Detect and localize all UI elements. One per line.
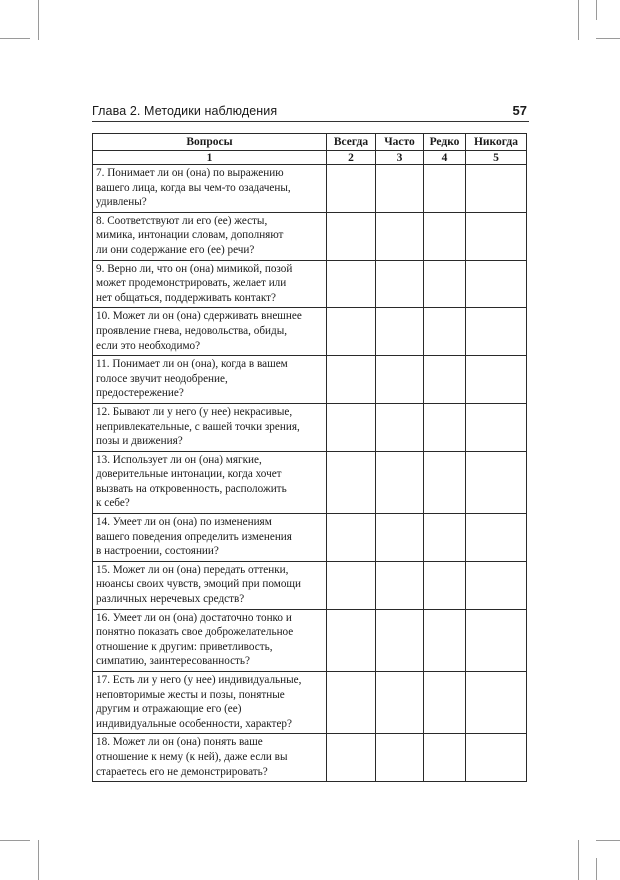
answer-cell-often[interactable] xyxy=(376,212,424,260)
crop-mark-bottom-left-v xyxy=(38,840,39,880)
col-header-rarely: Редко xyxy=(424,134,466,151)
answer-cell-often[interactable] xyxy=(376,403,424,451)
answer-cell-always[interactable] xyxy=(327,672,376,734)
answer-cell-never[interactable] xyxy=(466,403,527,451)
table-row xyxy=(93,514,527,562)
answer-cell-never[interactable] xyxy=(466,356,527,404)
column-number: 1 xyxy=(93,151,327,165)
column-number: 4 xyxy=(424,151,466,165)
col-header-always: Всегда xyxy=(327,134,376,151)
questionnaire-table xyxy=(92,133,527,782)
crop-mark-bottom-right-v2 xyxy=(596,858,597,880)
header-rule xyxy=(92,121,529,122)
answer-cell-never[interactable] xyxy=(466,451,527,513)
answer-cell-rarely[interactable] xyxy=(424,165,466,213)
crop-mark-top-right-v xyxy=(578,0,579,40)
answer-cell-often[interactable] xyxy=(376,260,424,308)
answer-cell-often[interactable] xyxy=(376,165,424,213)
answer-cell-always[interactable] xyxy=(327,308,376,356)
answer-cell-often[interactable] xyxy=(376,734,424,782)
answer-cell-rarely[interactable] xyxy=(424,734,466,782)
question-text: 9. Верно ли, что он (она) мимикой, позой может продемонстрировать, желает или нет общаться, поддерживать контакт? xyxy=(93,260,327,308)
answer-cell-always[interactable] xyxy=(327,212,376,260)
answer-cell-rarely[interactable] xyxy=(424,514,466,562)
answer-cell-never[interactable] xyxy=(466,561,527,609)
crop-mark-top-left-h xyxy=(0,38,30,39)
page-number: 57 xyxy=(512,103,527,118)
column-number: 5 xyxy=(466,151,527,165)
table-row xyxy=(93,356,527,404)
question-text: 10. Может ли он (она) сдерживать внешнее проявление гнева, недовольства, обиды, если это необходимо? xyxy=(93,308,327,356)
answer-cell-never[interactable] xyxy=(466,308,527,356)
crop-mark-top-right-h xyxy=(596,38,620,39)
table-row xyxy=(93,561,527,609)
question-text: 16. Умеет ли он (она) достаточно тонко и понятно показать свое доброжелательное отношение к другим: приветливость, симпатию, заинтересованность? xyxy=(93,609,327,671)
answer-cell-always[interactable] xyxy=(327,734,376,782)
answer-cell-rarely[interactable] xyxy=(424,356,466,404)
table-row xyxy=(93,734,527,782)
answer-cell-rarely[interactable] xyxy=(424,403,466,451)
answer-cell-never[interactable] xyxy=(466,609,527,671)
question-text: 12. Бывают ли у него (у нее) некрасивые, непривлекательные, с вашей точки зрения, позы и движения? xyxy=(93,403,327,451)
answer-cell-rarely[interactable] xyxy=(424,451,466,513)
table-row xyxy=(93,212,527,260)
answer-cell-often[interactable] xyxy=(376,561,424,609)
header-row xyxy=(93,134,527,151)
answer-cell-always[interactable] xyxy=(327,403,376,451)
table-row xyxy=(93,609,527,671)
answer-cell-never[interactable] xyxy=(466,165,527,213)
answer-cell-often[interactable] xyxy=(376,308,424,356)
answer-cell-often[interactable] xyxy=(376,514,424,562)
running-header xyxy=(92,104,529,122)
answer-cell-never[interactable] xyxy=(466,212,527,260)
answer-cell-never[interactable] xyxy=(466,514,527,562)
answer-cell-often[interactable] xyxy=(376,609,424,671)
crop-mark-bottom-right-h xyxy=(596,840,620,841)
answer-cell-rarely[interactable] xyxy=(424,672,466,734)
column-number-row xyxy=(93,151,527,165)
answer-cell-often[interactable] xyxy=(376,451,424,513)
table-row xyxy=(93,260,527,308)
chapter-title: Глава 2. Методики наблюдения xyxy=(92,104,278,118)
column-number: 2 xyxy=(327,151,376,165)
col-header-often: Часто xyxy=(376,134,424,151)
answer-cell-always[interactable] xyxy=(327,514,376,562)
question-text: 18. Может ли он (она) понять ваше отношение к нему (к ней), даже если вы стараетесь его не демонстрировать? xyxy=(93,734,327,782)
answer-cell-never[interactable] xyxy=(466,672,527,734)
table-row xyxy=(93,451,527,513)
table-row xyxy=(93,308,527,356)
answer-cell-never[interactable] xyxy=(466,734,527,782)
question-text: 14. Умеет ли он (она) по изменениям вашего поведения определить изменения в настроении, состоянии? xyxy=(93,514,327,562)
col-header-questions: Вопросы xyxy=(93,134,327,151)
answer-cell-rarely[interactable] xyxy=(424,561,466,609)
answer-cell-often[interactable] xyxy=(376,356,424,404)
answer-cell-rarely[interactable] xyxy=(424,260,466,308)
question-text: 8. Соответствуют ли его (ее) жесты, мимика, интонации словам, дополняют ли они содержание его (ее) речи? xyxy=(93,212,327,260)
answer-cell-never[interactable] xyxy=(466,260,527,308)
crop-mark-bottom-left-h xyxy=(0,840,30,841)
table-row xyxy=(93,165,527,213)
question-text: 17. Есть ли у него (у нее) индивидуальные, неповторимые жесты и позы, понятные другим и отражающие его (ее) индивидуальные особенности, характер? xyxy=(93,672,327,734)
answer-cell-always[interactable] xyxy=(327,561,376,609)
answer-cell-often[interactable] xyxy=(376,672,424,734)
question-text: 11. Понимает ли он (она), когда в вашем голосе звучит неодобрение, предостережение? xyxy=(93,356,327,404)
column-number: 3 xyxy=(376,151,424,165)
table-row xyxy=(93,403,527,451)
answer-cell-rarely[interactable] xyxy=(424,308,466,356)
answer-cell-always[interactable] xyxy=(327,356,376,404)
answer-cell-rarely[interactable] xyxy=(424,212,466,260)
col-header-never: Никогда xyxy=(466,134,527,151)
answer-cell-always[interactable] xyxy=(327,165,376,213)
question-text: 13. Использует ли он (она) мягкие, доверительные интонации, когда хочет вызвать на откровенность, расположить к себе? xyxy=(93,451,327,513)
crop-mark-top-right-v2 xyxy=(596,0,597,20)
crop-mark-bottom-right-v xyxy=(578,840,579,880)
answer-cell-rarely[interactable] xyxy=(424,609,466,671)
answer-cell-always[interactable] xyxy=(327,260,376,308)
answer-cell-always[interactable] xyxy=(327,609,376,671)
question-text: 7. Понимает ли он (она) по выражению вашего лица, когда вы чем-то озадачены, удивлены? xyxy=(93,165,327,213)
crop-mark-top-left-v xyxy=(38,0,39,40)
table-row xyxy=(93,672,527,734)
question-text: 15. Может ли он (она) передать оттенки, нюансы своих чувств, эмоций при помощи различных неречевых средств? xyxy=(93,561,327,609)
answer-cell-always[interactable] xyxy=(327,451,376,513)
